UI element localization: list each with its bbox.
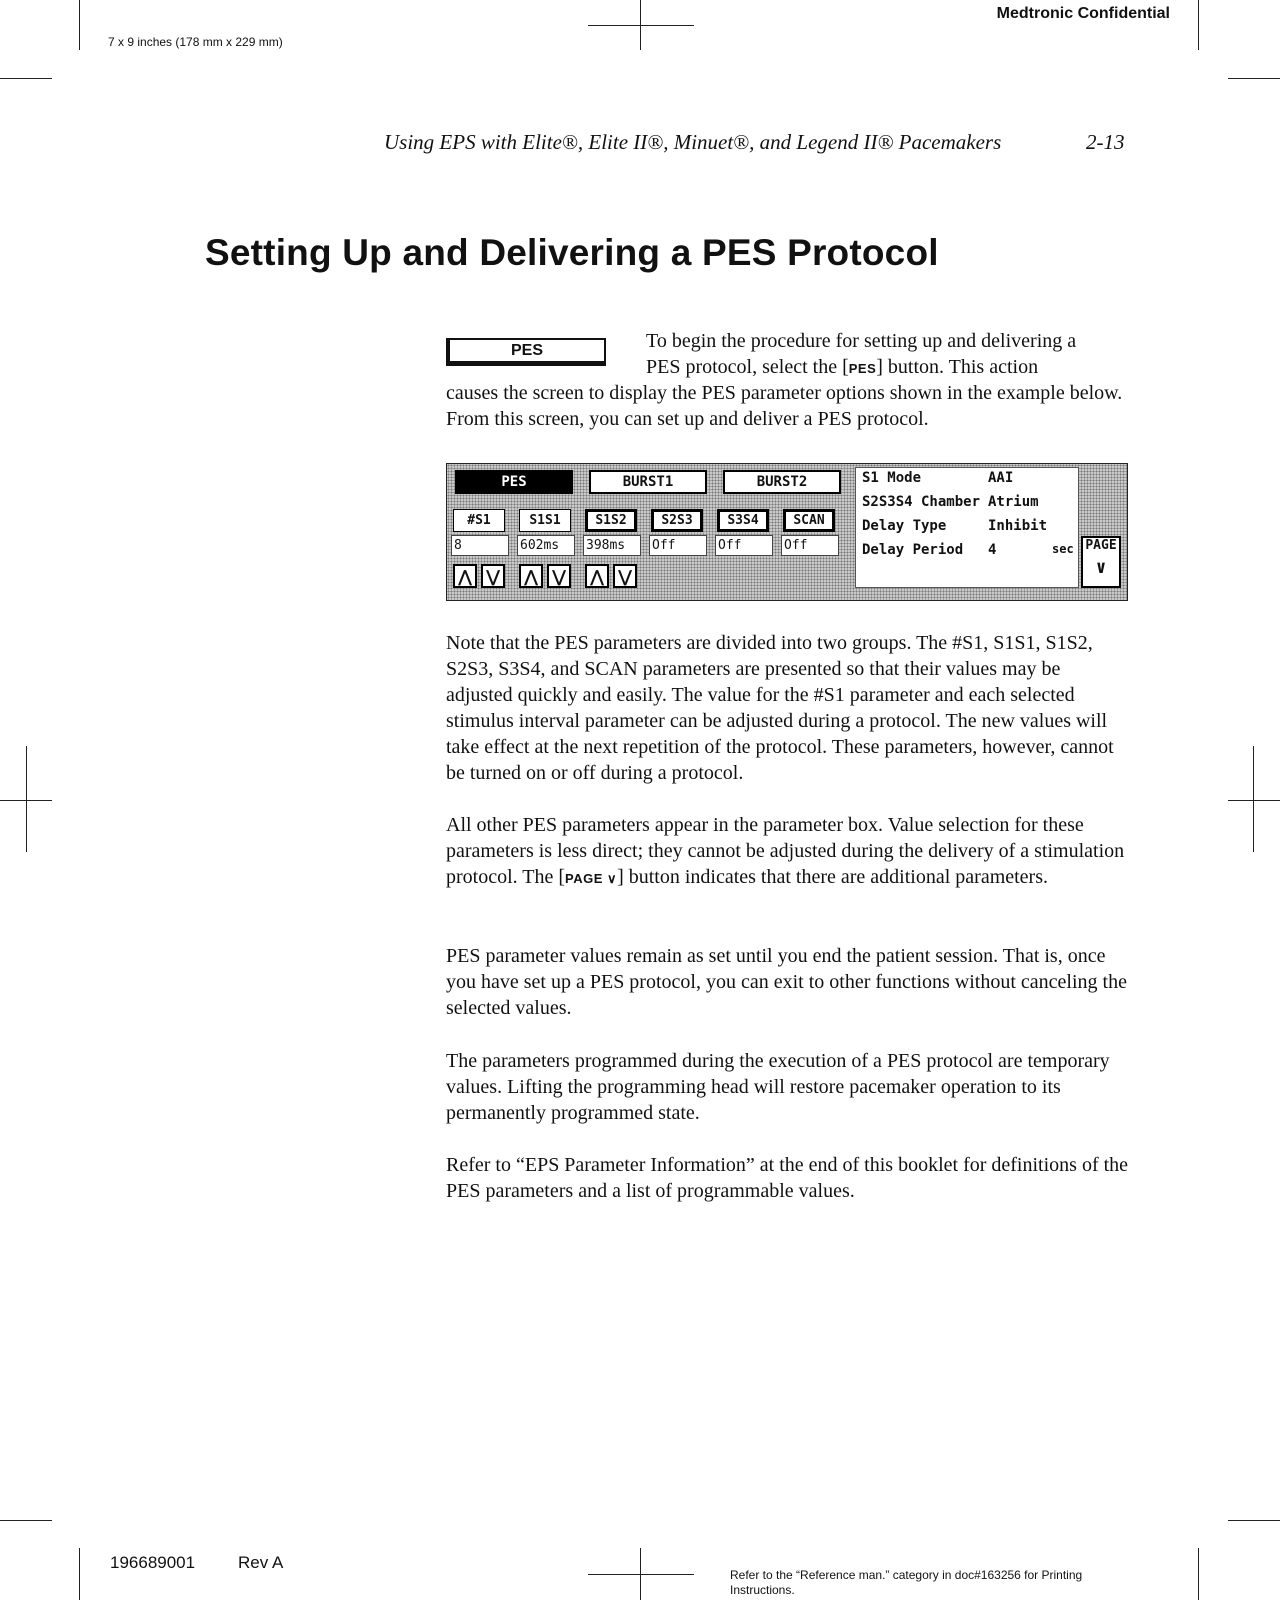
registration-mark <box>640 1548 641 1600</box>
param-button-s3s4: S3S4 <box>717 509 769 532</box>
down-arrow-icon: ⋁ <box>481 564 505 588</box>
param-row: Delay Period 4 sec <box>862 542 1074 558</box>
down-arrow-icon: ⋁ <box>613 564 637 588</box>
paragraph: Refer to “EPS Parameter Information” at the end of this booklet for definitions of the PES parameters and a list of programmable values. <box>446 1154 1129 1202</box>
intro-text: To begin the procedure for setting up and delivering a PES protocol, select the [PES] button. This action <box>646 330 1077 378</box>
tab-burst2: BURST2 <box>723 470 841 494</box>
param-button-s2s3: S2S3 <box>651 509 703 532</box>
parameter-box <box>855 467 1079 588</box>
page-down-button: PAGE ∨ <box>1081 536 1121 588</box>
paragraph: The parameters programmed during the execution of a PES protocol are temporary values. Lifting the programming head will restore pacemaker operation to its permanently programmed state. <box>446 1050 1110 1124</box>
param-value-s1s1: 602ms <box>517 535 575 556</box>
document-number: 196689001 <box>110 1553 196 1572</box>
param-value-scan: Off <box>781 535 839 556</box>
registration-mark <box>588 25 694 26</box>
param-value-s3s4: Off <box>715 535 773 556</box>
pes-screen-illustration <box>446 463 1128 601</box>
paragraph: Note that the PES parameters are divided into two groups. The #S1, S1S1, S1S2, S2S3, S3S4, and SCAN parameters are presented so that their values may be adjusted quickly and easily. The value for the #S1 parameter and each selected stimulus interval parameter can be adjusted during a protocol. The new values will take effect at the next repetition of the protocol. These parameters, however, cannot be turned on or off during a protocol. <box>446 632 1114 784</box>
up-arrow-icon: ⋀ <box>585 564 609 588</box>
tab-burst1: BURST1 <box>589 470 707 494</box>
crop-mark <box>1228 78 1280 79</box>
up-arrow-icon: ⋀ <box>519 564 543 588</box>
param-value-s1-count: 8 <box>451 535 509 556</box>
param-row: S1 Mode AAI <box>862 470 1014 486</box>
chevron-down-icon: ∨ <box>1095 557 1107 578</box>
down-arrow-icon: ⋁ <box>547 564 571 588</box>
section-title: Setting Up and Delivering a PES Protocol <box>205 232 939 273</box>
pes-key-graphic: PES <box>446 338 606 366</box>
crop-mark <box>0 78 52 79</box>
param-value-s2s3: Off <box>649 535 707 556</box>
param-button-s1-count: #S1 <box>453 509 505 532</box>
paragraph: PES parameter values remain as set until you end the patient session. That is, once you have set up a PES protocol, you can exit to other functions without canceling the selected values. <box>446 945 1127 1019</box>
confidential-label: Medtronic Confidential <box>996 5 1170 22</box>
printing-note: Refer to the “Reference man.” category in doc#163256 for Printing Instructions. <box>730 1568 1083 1597</box>
tab-pes: PES <box>455 470 573 494</box>
crop-mark <box>79 1548 80 1600</box>
crop-mark <box>79 0 80 50</box>
registration-mark <box>1253 746 1254 852</box>
running-header: Using EPS with Elite®, Elite II®, Minuet®, and Legend II® Pacemakers <box>384 130 1002 154</box>
param-row: Delay Type Inhibit <box>862 518 1048 534</box>
registration-mark <box>1228 800 1280 801</box>
crop-mark <box>0 1520 52 1521</box>
up-arrow-icon: ⋀ <box>453 564 477 588</box>
crop-mark <box>1198 0 1199 50</box>
page-number: 2-13 <box>1086 130 1125 154</box>
registration-mark <box>640 0 641 50</box>
registration-mark <box>588 1574 694 1575</box>
param-button-s1s2: S1S2 <box>585 509 637 532</box>
paragraph: All other PES parameters appear in the parameter box. Value selection for these parameters is less direct; they cannot be adjusted during the delivery of a stimulation protocol. The [PAGE ∨] button indicates that there are additional parameters. <box>446 814 1125 888</box>
param-button-s1s1: S1S1 <box>519 509 571 532</box>
param-value-s1s2: 398ms <box>583 535 641 556</box>
crop-mark <box>1228 1520 1280 1521</box>
intro-text-continued: causes the screen to display the PES parameter options shown in the example below. From this screen, you can set up and deliver a PES protocol. <box>446 382 1123 430</box>
revision-label: Rev A <box>238 1553 284 1572</box>
registration-mark <box>26 746 27 852</box>
trim-size-label: 7 x 9 inches (178 mm x 229 mm) <box>108 35 283 49</box>
param-row: S2S3S4 Chamber Atrium <box>862 494 1039 510</box>
crop-mark <box>1198 1548 1199 1600</box>
param-button-scan: SCAN <box>783 509 835 532</box>
